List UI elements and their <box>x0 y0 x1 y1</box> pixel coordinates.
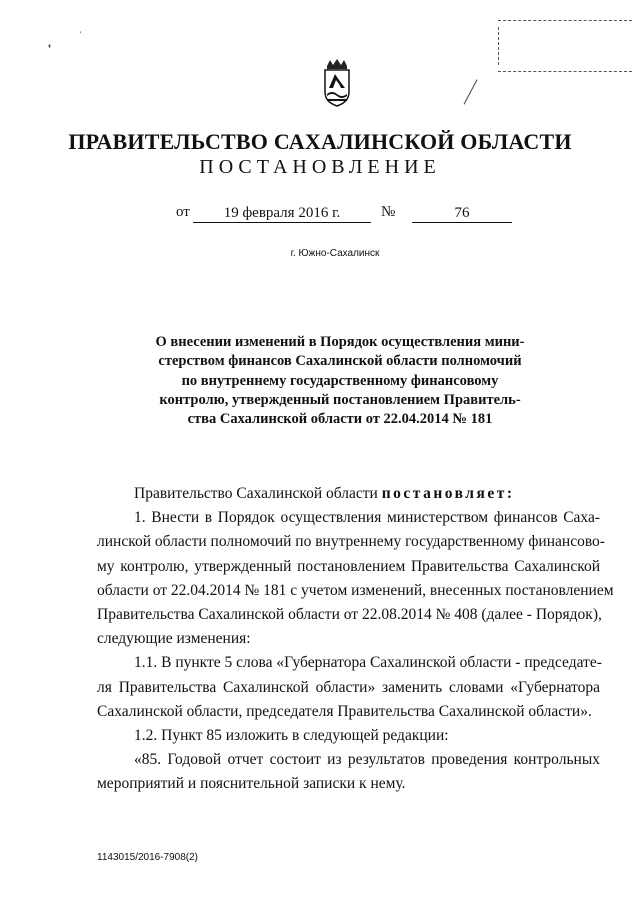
subject-line: ства Сахалинской области от 22.04.2014 № 181 <box>187 411 493 428</box>
decree-date: 19 февраля 2016 г. <box>193 202 371 223</box>
decree-verb: постановляет: <box>381 485 515 502</box>
scan-speck: ' <box>80 30 82 39</box>
paragraph-line: 1.1. В пункте 5 слова «Губернатора Сахалинской области - председате- <box>134 654 602 672</box>
decree-number: 76 <box>412 202 512 223</box>
number-sign: № <box>381 204 396 220</box>
paragraph-line: 1. Внести в Порядок осуществления министерством финансов Саха- <box>134 509 600 527</box>
preamble <box>97 482 600 506</box>
paragraph-line: ля Правительства Сахалинской области» заменить словами «Губернатора <box>97 678 600 696</box>
date-number-line <box>176 202 516 226</box>
document-type-title: ПОСТАНОВЛЕНИЕ <box>199 156 441 178</box>
paragraph-line: Сахалинской области, председателя Правительства Сахалинской области». <box>97 702 592 720</box>
coat-of-arms-icon <box>321 58 353 108</box>
subject-line: стерством финансов Сахалинской области полномочий <box>158 353 522 370</box>
paragraph-line: линской области полномочий по внутреннему государственному финансово- <box>97 533 605 551</box>
paragraph-line: «85. Годовой отчет состоит из результатов проведения контрольных <box>134 751 600 769</box>
date-prefix: от <box>176 204 190 220</box>
decree-body <box>97 482 614 796</box>
paragraph-line: 1.2. Пункт 85 изложить в следующей редакции: <box>134 726 449 744</box>
decree-subject <box>130 333 550 429</box>
paragraph-line: следующие изменения: <box>97 630 251 648</box>
preamble-text: Правительство Сахалинской области <box>134 485 382 502</box>
handwritten-corner-mark <box>498 20 632 72</box>
paragraph-line: му контролю, утвержденный постановлением Правительства Сахалинской <box>97 557 600 575</box>
subject-line: контролю, утвержденный постановлением Правитель- <box>159 391 521 408</box>
paragraph-line: мероприятий и пояснительной записки к нему. <box>97 775 406 793</box>
scan-speck: ❜ <box>48 44 52 55</box>
document-code: 1143015/2016-7908(2) <box>97 852 199 863</box>
government-title: ПРАВИТЕЛЬСТВО САХАЛИНСКОЙ ОБЛАСТИ <box>68 129 572 154</box>
paragraph-line: Правительства Сахалинской области от 22.08.2014 № 408 (далее - Порядок), <box>97 605 602 623</box>
subject-line: О внесении изменений в Порядок осуществления мини- <box>155 334 525 350</box>
city-label: г. Южно-Сахалинск <box>290 248 380 259</box>
handwritten-stroke <box>463 79 477 104</box>
subject-line: по внутреннему государственному финансовому <box>181 372 499 389</box>
paragraph-line: области от 22.04.2014 № 181 с учетом изменений, внесенных постановлением <box>97 581 614 599</box>
